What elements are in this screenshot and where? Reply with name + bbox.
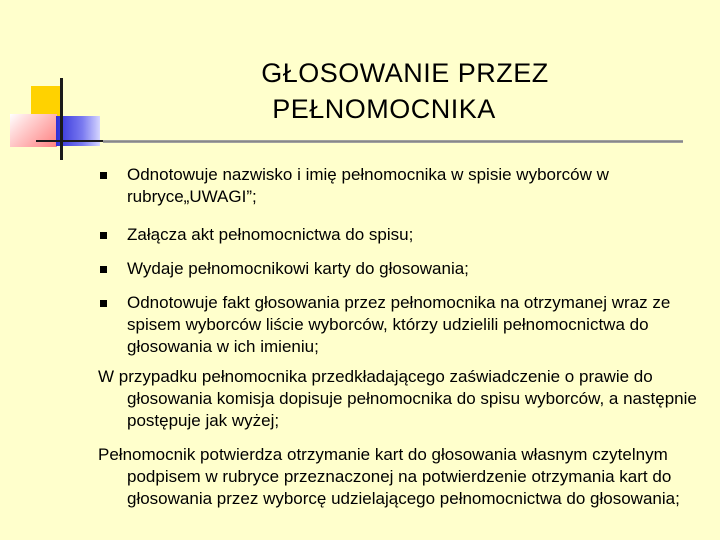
bullet-text: Wydaje pełnomocnikowi karty do głosowania; xyxy=(127,259,469,278)
pink-square-shape xyxy=(10,114,57,147)
paragraph-text: W przypadku pełnomocnika przedkładającego zaświadczenie o prawie do głosowania komisja dopisuje pełnomocnika do spisu wyborców, a następnie postępuje jak wyżej; xyxy=(98,367,697,430)
square-bullet-icon xyxy=(100,300,107,307)
slide-body xyxy=(98,164,708,522)
title-divider xyxy=(103,140,683,143)
bullet-item xyxy=(98,258,708,280)
paragraph-text: Pełnomocnik potwierdza otrzymanie kart do głosowania własnym czytelnym podpisem w rubryce przeznaczonej na potwierdzenie otrzymania kart do głosowania przez wyborcę udzielającego pełnomocnictwa do głosowania; xyxy=(98,445,680,508)
bullet-text: Odnotowuje fakt głosowania przez pełnomocnika na otrzymanej wraz ze spisem wyborców liście wyborców, którzy udzielili pełnomocnictwa do głosowania w ich imieniu; xyxy=(127,293,671,356)
bullet-item xyxy=(98,292,708,358)
bullet-text: Załącza akt pełnomocnictwa do spisu; xyxy=(127,225,414,244)
title-line-2: PEŁNOMOCNIKA xyxy=(272,94,496,124)
bullet-text: Odnotowuje nazwisko i imię pełnomocnika w spisie wyborców w rubryce„UWAGI”; xyxy=(127,165,609,206)
bullet-item xyxy=(98,164,708,208)
square-bullet-icon xyxy=(100,266,107,273)
bullet-item xyxy=(98,224,708,246)
square-bullet-icon xyxy=(100,172,107,179)
slide-logo-decoration xyxy=(0,0,110,165)
slide-title xyxy=(150,55,650,127)
vertical-line-shape xyxy=(60,78,63,160)
title-line-1: GŁOSOWANIE PRZEZ xyxy=(261,58,549,88)
square-bullet-icon xyxy=(100,232,107,239)
